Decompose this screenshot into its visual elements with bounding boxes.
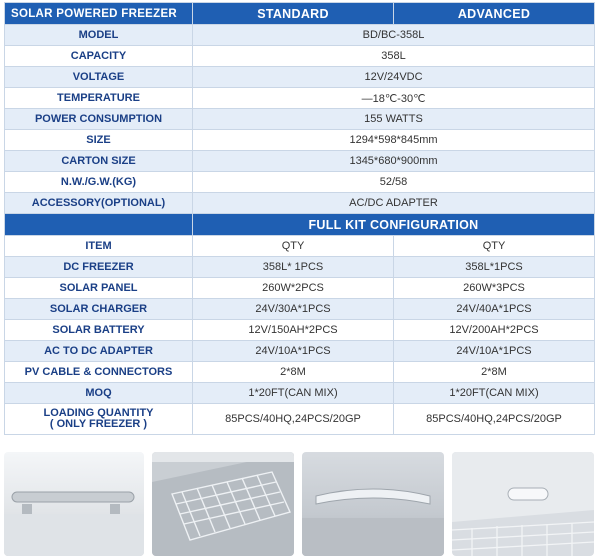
kit-label: DC FREEZER xyxy=(5,257,193,278)
spec-value: 155 WATTS xyxy=(193,109,595,130)
spec-row-capacity xyxy=(5,46,595,67)
kit-standard-value: 85PCS/40HQ,24PCS/20GP xyxy=(193,404,394,435)
spec-row-voltage xyxy=(5,67,595,88)
spec-row-temperature xyxy=(5,88,595,109)
kit-standard-value: 260W*2PCS xyxy=(193,278,394,299)
kit-row-solar-panel xyxy=(5,278,595,299)
header-product: SOLAR POWERED FREEZER xyxy=(5,3,193,25)
kit-advanced-value: QTY xyxy=(394,236,595,257)
spec-label: POWER CONSUMPTION xyxy=(5,109,193,130)
kit-advanced-value: 2*8M xyxy=(394,362,595,383)
kit-label: SOLAR CHARGER xyxy=(5,299,193,320)
freezer-handle-image xyxy=(4,452,144,556)
photo-strip xyxy=(4,452,594,556)
kit-section-header xyxy=(5,214,595,236)
spec-label: CARTON SIZE xyxy=(5,151,193,172)
kit-section-spacer xyxy=(5,214,193,236)
kit-label: SOLAR BATTERY xyxy=(5,320,193,341)
kit-label-loading xyxy=(5,404,193,435)
spec-value: 1345*680*900mm xyxy=(193,151,595,172)
kit-advanced-value: 12V/200AH*2PCS xyxy=(394,320,595,341)
freezer-lid-handle-image xyxy=(302,452,444,556)
kit-advanced-value: 1*20FT(CAN MIX) xyxy=(394,383,595,404)
kit-row-solar-battery xyxy=(5,320,595,341)
kit-row-dc-freezer xyxy=(5,257,595,278)
spec-value: 1294*598*845mm xyxy=(193,130,595,151)
spec-label: VOLTAGE xyxy=(5,67,193,88)
spec-value: BD/BC-358L xyxy=(193,25,595,46)
kit-row-pv-cable xyxy=(5,362,595,383)
kit-standard-value: 24V/30A*1PCS xyxy=(193,299,394,320)
spec-label: TEMPERATURE xyxy=(5,88,193,109)
spec-value: AC/DC ADAPTER xyxy=(193,193,595,214)
spec-table xyxy=(4,2,595,435)
freezer-interior-light-image xyxy=(452,452,594,556)
spec-label: N.W./G.W.(KG) xyxy=(5,172,193,193)
spec-value: —18℃-30℃ xyxy=(193,88,595,109)
kit-label: PV CABLE & CONNECTORS xyxy=(5,362,193,383)
kit-standard-value: 12V/150AH*2PCS xyxy=(193,320,394,341)
kit-advanced-value: 24V/40A*1PCS xyxy=(394,299,595,320)
freezer-interior-light-photo xyxy=(452,452,594,556)
spec-row-accessory xyxy=(5,193,595,214)
spec-label: MODEL xyxy=(5,25,193,46)
freezer-handle-photo xyxy=(4,452,144,556)
spec-value: 358L xyxy=(193,46,595,67)
kit-standard-value: 358L* 1PCS xyxy=(193,257,394,278)
spec-row-weight xyxy=(5,172,595,193)
kit-standard-value: QTY xyxy=(193,236,394,257)
freezer-baskets-photo xyxy=(152,452,294,556)
spec-value: 52/58 xyxy=(193,172,595,193)
spec-sheet xyxy=(4,2,594,435)
kit-row-moq xyxy=(5,383,595,404)
kit-label: ITEM xyxy=(5,236,193,257)
header-advanced: ADVANCED xyxy=(394,3,595,25)
freezer-lid-handle-photo xyxy=(302,452,444,556)
kit-standard-value: 24V/10A*1PCS xyxy=(193,341,394,362)
loading-label-line1: LOADING QUANTITY xyxy=(43,407,154,419)
kit-label: SOLAR PANEL xyxy=(5,278,193,299)
kit-row-adapter xyxy=(5,341,595,362)
spec-row-carton-size xyxy=(5,151,595,172)
freezer-baskets-image xyxy=(152,452,294,556)
table-header-row xyxy=(5,3,595,25)
kit-standard-value: 2*8M xyxy=(193,362,394,383)
spec-row-size xyxy=(5,130,595,151)
kit-advanced-value: 24V/10A*1PCS xyxy=(394,341,595,362)
spec-row-power xyxy=(5,109,595,130)
kit-standard-value: 1*20FT(CAN MIX) xyxy=(193,383,394,404)
kit-advanced-value: 85PCS/40HQ,24PCS/20GP xyxy=(394,404,595,435)
kit-row-solar-charger xyxy=(5,299,595,320)
header-standard: STANDARD xyxy=(193,3,394,25)
kit-advanced-value: 260W*3PCS xyxy=(394,278,595,299)
spec-row-model xyxy=(5,25,595,46)
spec-label: ACCESSORY(OPTIONAL) xyxy=(5,193,193,214)
kit-advanced-value: 358L*1PCS xyxy=(394,257,595,278)
kit-section-title: FULL KIT CONFIGURATION xyxy=(193,214,595,236)
spec-label: SIZE xyxy=(5,130,193,151)
spec-label: CAPACITY xyxy=(5,46,193,67)
kit-label: AC TO DC ADAPTER xyxy=(5,341,193,362)
loading-label-line2: ( ONLY FREEZER ) xyxy=(49,418,148,430)
kit-row-item xyxy=(5,236,595,257)
kit-row-loading-quantity xyxy=(5,404,595,435)
kit-label: MOQ xyxy=(5,383,193,404)
spec-value: 12V/24VDC xyxy=(193,67,595,88)
